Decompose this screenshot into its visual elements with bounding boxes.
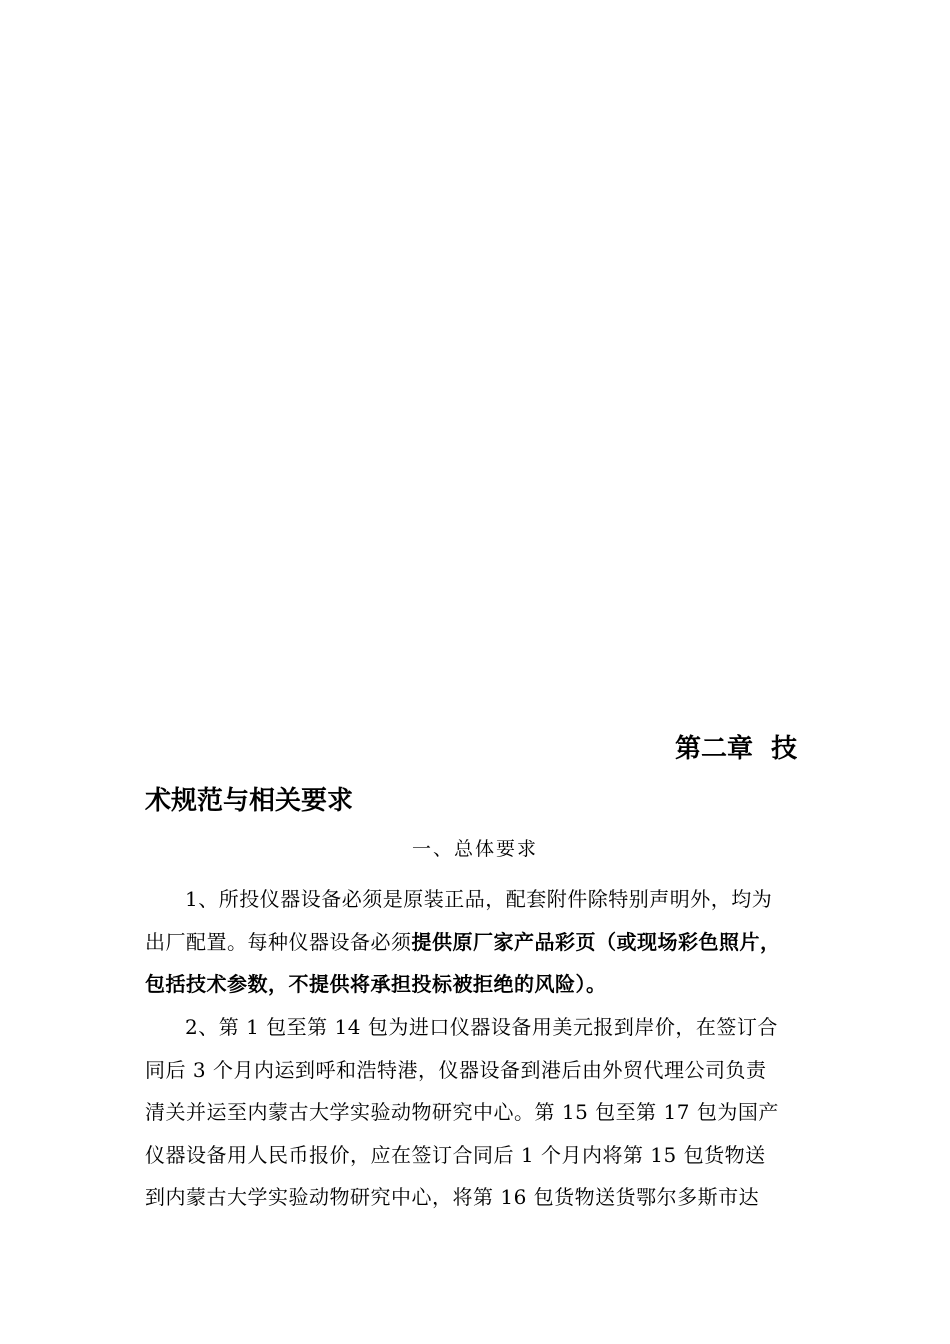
paragraph-1-line-2-normal: 出厂配置。每种仪器设备必须 — [145, 930, 412, 954]
paragraph-1-line-2-bold: 提供原厂家产品彩页（或现场彩色照片， — [411, 930, 781, 954]
chapter-title-line-2: 术规范与相关要求 — [145, 786, 354, 816]
paragraph-2-line-3: 清关并运至内蒙古大学实验动物研究中心。第 15 包至第 17 包为国产 — [145, 1100, 779, 1124]
paragraph-2-line-1: 2、第 1 包至第 14 包为进口仪器设备用美元报到岸价，在签订合 — [185, 1015, 778, 1039]
paragraph-2-line-5: 到内蒙古大学实验动物研究中心，将第 16 包货物送货鄂尔多斯市达 — [145, 1185, 760, 1209]
paragraph-2-line-2: 同后 3 个月内运到呼和浩特港，仪器设备到港后由外贸代理公司负责 — [145, 1058, 767, 1082]
paragraph-1-line-2 — [145, 926, 781, 955]
section-heading: 一、总体要求 — [411, 838, 538, 860]
paragraph-1-line-1: 1、所投仪器设备必须是原装正品，配套附件除特别声明外，均为 — [185, 887, 773, 911]
paragraph-2-line-4: 仪器设备用人民币报价，应在签订合同后 1 个月内将第 15 包货物送 — [145, 1143, 766, 1167]
chapter-title-line-1: 第二章 技 — [675, 734, 798, 764]
paragraph-1-line-3: 包括技术参数，不提供将承担投标被拒绝的风险）。 — [145, 972, 607, 996]
